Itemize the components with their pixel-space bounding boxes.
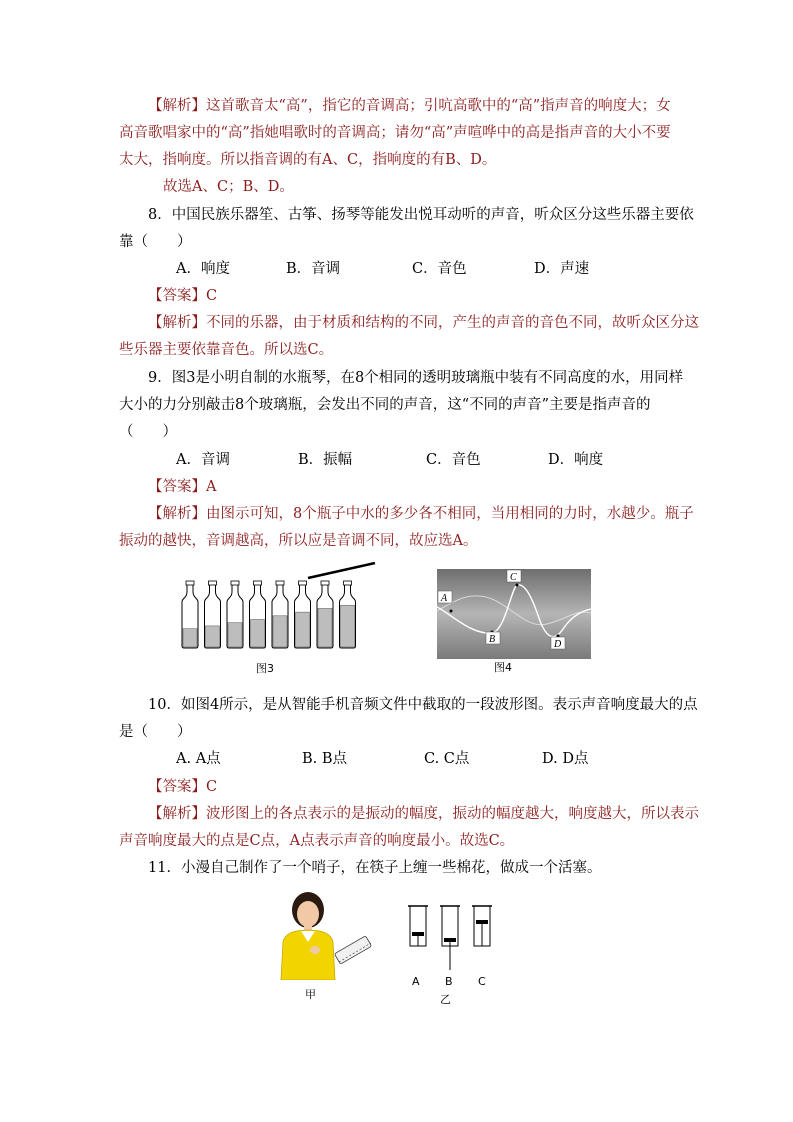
q9-option-d[interactable]: D．响度 [548, 452, 604, 468]
q9-option-a[interactable]: A．音调 [176, 452, 230, 468]
q11-stem-line1: 11．小漫自己制作了一个哨子，在筷子上缠一些棉花，做成一个活塞。 [148, 860, 602, 876]
analysis-text: 这首歌音太“高”，指它的音调高；引吭高歌中的“高”指声音的响度大；女 [206, 98, 671, 114]
figure-jia-girl-with-whistle [275, 890, 385, 980]
answer-tag: 【答案】 [148, 288, 206, 304]
q9-option-b[interactable]: B．振幅 [298, 452, 353, 468]
point-c-marker [516, 584, 519, 587]
tube-a-label: A [412, 975, 420, 988]
bottle-8 [340, 581, 356, 648]
bottle-water [341, 605, 355, 647]
q10-option-c[interactable]: C. C点 [424, 751, 470, 767]
q9-stem-line1: 9．图3是小明自制的水瓶琴，在8个相同的透明玻璃瓶中装有不同高度的水，用同样 [148, 370, 684, 386]
point-b-label: B [489, 634, 496, 645]
q8-stem-line1: 8．中国民族乐器笙、古筝、扬琴等能发出悦耳动听的声音，听众区分这些乐器主要依 [148, 207, 694, 223]
answer-value: A [206, 479, 217, 495]
q10-option-a[interactable]: A. A点 [176, 751, 221, 767]
figure-yi-three-tubes [406, 900, 496, 972]
q10-stem-line1: 10．如图4所示，是从智能手机音频文件中截取的一段波形图。表示声音响度最大的点 [148, 697, 698, 713]
face [297, 901, 319, 927]
q10-option-d[interactable]: D. D点 [542, 751, 589, 767]
q8-answer [148, 286, 217, 306]
bottle-6 [295, 581, 311, 648]
bottle-7 [317, 581, 333, 648]
analysis-text: 由图示可知，8个瓶子中水的多少各不相同，当用相同的力时，水越少。瓶子 [206, 506, 694, 522]
bottle-3 [227, 581, 243, 648]
q8-option-a[interactable]: A．响度 [176, 261, 230, 277]
figure-3-caption: 图3 [256, 662, 274, 675]
figure-jia-caption: 甲 [305, 988, 316, 1001]
q8-analysis-line2: 些乐器主要依靠音色。所以选C。 [119, 342, 334, 358]
q9-analysis-line2: 振动的越快，音调越高，所以应是音调不同，故应选A。 [119, 533, 478, 549]
bottle-water [318, 608, 332, 647]
point-c-label: C [510, 572, 517, 583]
analysis-text: 波形图上的各点表示的是振动的幅度，振动的幅度越大，响度越大，所以表示 [206, 806, 699, 822]
bottle-1 [182, 581, 198, 648]
tube-a [408, 906, 428, 946]
q9-answer [148, 477, 216, 497]
q7-analysis-line1 [148, 96, 671, 116]
analysis-tag: 【解析】 [148, 315, 206, 331]
answer-tag: 【答案】 [148, 479, 206, 495]
bottle-water [206, 626, 220, 647]
q7-analysis-line2: 高音歌唱家中的“高”指她唱歌时的音调高；请勿“高”声喧哗中的高是指声音的大小不要 [119, 125, 671, 141]
bottle-water [296, 612, 310, 647]
q9-analysis-line1 [148, 504, 694, 524]
figure-yi-caption: 乙 [440, 993, 451, 1006]
bottle-water [183, 629, 197, 647]
analysis-tag: 【解析】 [148, 506, 206, 522]
q8-option-c[interactable]: C．音色 [412, 261, 467, 277]
bottle-water [228, 623, 242, 647]
hand [310, 946, 320, 954]
q7-analysis-line3: 太大，指响度。所以指音调的有A、C，指响度的有B、D。 [119, 152, 497, 168]
q9-option-c[interactable]: C．音色 [426, 452, 481, 468]
tube-b [440, 906, 460, 970]
q10-option-b[interactable]: B. B点 [302, 751, 348, 767]
analysis-tag: 【解析】 [148, 806, 206, 822]
tube-c [472, 906, 492, 946]
bottle-water [273, 616, 287, 647]
whistle-tube [334, 936, 371, 964]
point-a-label: A [441, 593, 448, 604]
point-d-label: D [554, 639, 562, 650]
analysis-text: 不同的乐器，由于材质和结构的不同，产生的声音的音色不同，故听众区分这 [206, 315, 699, 331]
q10-analysis-line1 [148, 804, 699, 824]
answer-value: C [206, 288, 218, 304]
figure-4-waveform [437, 569, 591, 659]
q8-stem-line2: 靠（ ） [119, 234, 192, 250]
figure-3-water-bottles [178, 562, 378, 652]
bottle-4 [250, 581, 266, 648]
bottle-2 [205, 581, 221, 648]
q10-answer [148, 777, 217, 797]
q10-analysis-line2: 声音响度最大的点是C点，A点表示声音的响度最小。故选C。 [119, 833, 515, 849]
figure-4-caption: 图4 [494, 661, 512, 674]
q10-stem-line2: 是（ ） [119, 724, 192, 740]
tube-b-label: B [445, 975, 453, 988]
bottle-5 [272, 581, 288, 648]
answer-value: C [206, 779, 218, 795]
bottle-group [182, 581, 356, 648]
point-a-marker [450, 610, 453, 613]
q9-stem-line3: （ ） [119, 424, 177, 440]
q8-analysis-line1 [148, 313, 699, 333]
striking-stick [308, 563, 375, 578]
q7-answer-line: 故选A、C；B、D。 [163, 179, 294, 195]
q9-stem-line2: 大小的力分别敲击8个玻璃瓶，会发出不同的声音，这“不同的声音”主要是指声音的 [119, 397, 651, 413]
bottle-water [251, 619, 265, 647]
analysis-tag: 【解析】 [148, 98, 206, 114]
answer-tag: 【答案】 [148, 779, 206, 795]
tube-c-label: C [478, 975, 486, 988]
q8-option-b[interactable]: B．音调 [286, 261, 341, 277]
q8-option-d[interactable]: D．声速 [534, 261, 590, 277]
